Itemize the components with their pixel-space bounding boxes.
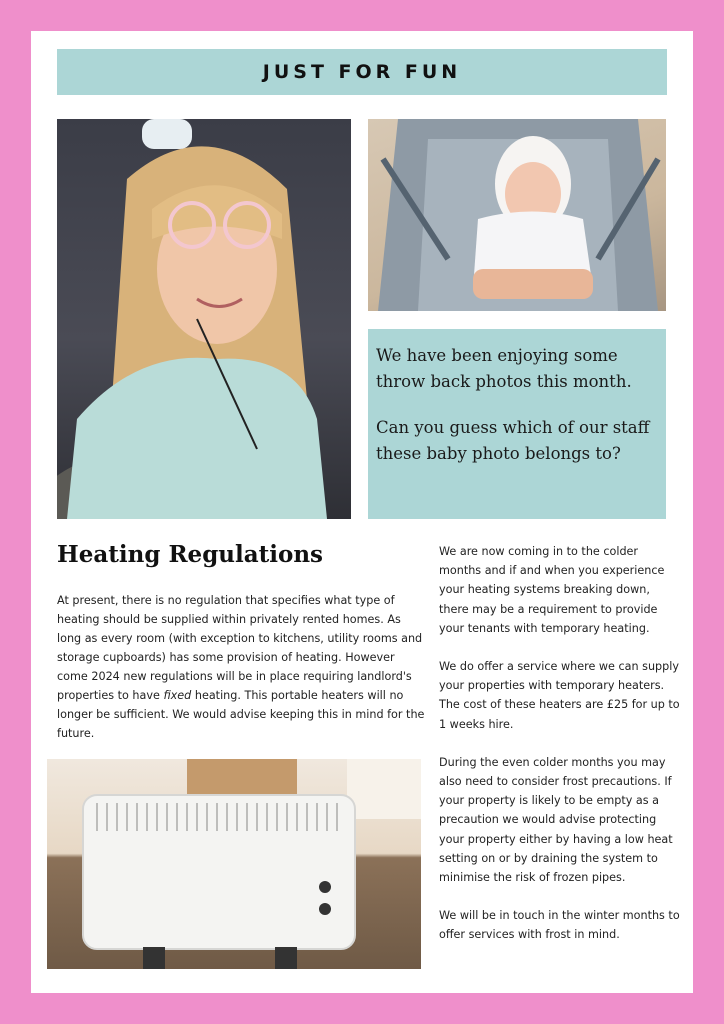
intro-emphasis: fixed	[163, 689, 192, 702]
intro-text: At present, there is no regulation that specifies what type of heating should be supplied within privately rented homes. As long as every room (with exception to kitchens, utility rooms and storage cupboards) has some provision of heating. However come 2024 new regulations will be in place requiring landlord's properties to have	[57, 594, 423, 702]
intro-text-end: heating. This portable heaters will no longer be sufficient. We would advise keeping this in mind for the future.	[57, 689, 425, 740]
article-heading: Heating Regulations	[57, 541, 324, 568]
heater-photo	[47, 759, 421, 969]
baby-photo	[368, 119, 666, 311]
paragraph-service: We do offer a service where we can supply your properties with temporary heaters. The cost of these heaters are £25 for up to 1 weeks hire.	[439, 660, 680, 731]
right-column	[439, 542, 683, 964]
newsletter-page	[31, 31, 693, 993]
quote-text-2: Can you guess which of our staff these baby photo belongs to?	[376, 418, 650, 463]
section-banner	[57, 49, 667, 95]
paragraph-frost: During the even colder months you may also need to consider frost precautions. If your property is likely to be empty as a precaution we would advise protecting your property either by having a low heat setting on or by draining the system to minimise the risk of frozen pipes.	[439, 755, 673, 885]
quote-text-1: We have been enjoying some throw back photos this month.	[376, 346, 632, 391]
paragraph-contact: We will be in touch in the winter months to offer services with frost in mind.	[439, 909, 680, 942]
banner-title: JUST FOR FUN	[262, 61, 462, 83]
paragraph-colder-months: We are now coming in to the colder months and if and when you experience your heating systems breaking down, there may be a requirement to provide your tenants with temporary heating.	[439, 545, 665, 635]
article-intro	[57, 591, 425, 743]
quote-box	[368, 329, 666, 519]
girl-photo	[57, 119, 351, 519]
